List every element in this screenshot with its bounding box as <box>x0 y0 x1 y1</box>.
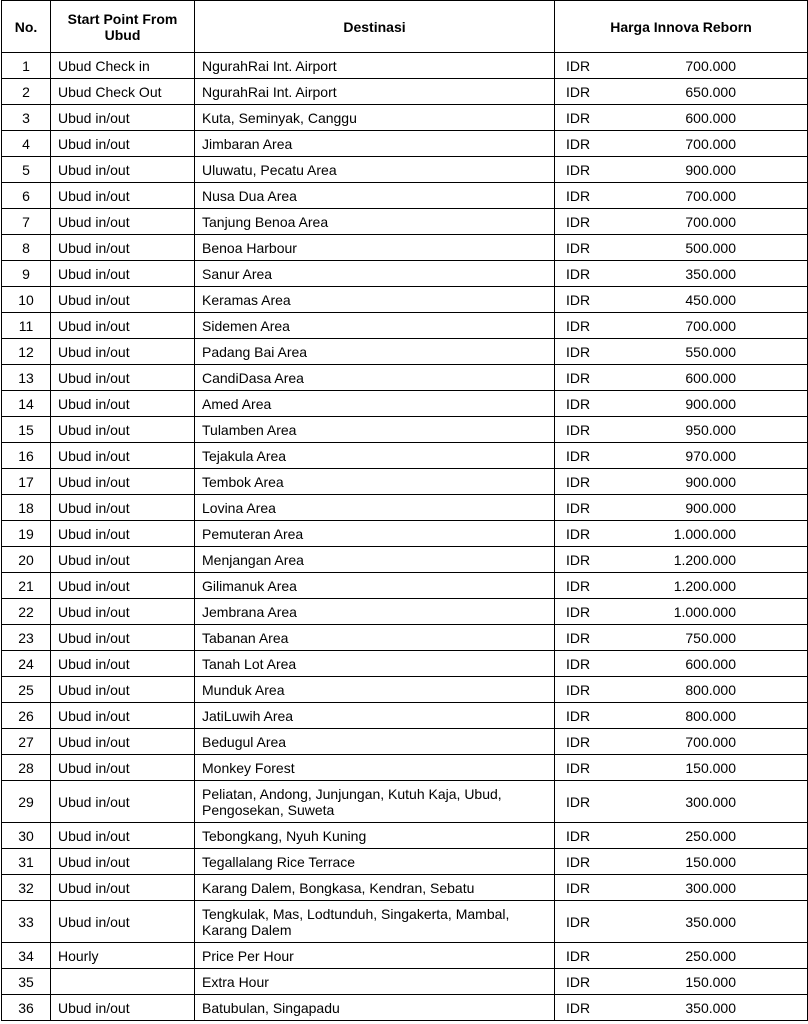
price-cell <box>555 651 808 677</box>
destination-cell: Tembok Area <box>195 469 555 495</box>
price-amount: 150.000 <box>685 759 736 776</box>
destination-cell: Pemuteran Area <box>195 521 555 547</box>
start-point-cell: Ubud in/out <box>51 995 195 1021</box>
price-cell <box>555 625 808 651</box>
price-amount: 650.000 <box>685 83 736 100</box>
destination-cell: CandiDasa Area <box>195 365 555 391</box>
destination-cell: Peliatan, Andong, Junjungan, Kutuh Kaja, Ubud, Pengosekan, Suweta <box>195 781 555 823</box>
table-row <box>2 875 808 901</box>
table-row <box>2 365 808 391</box>
price-amount: 950.000 <box>685 421 736 438</box>
price-amount: 150.000 <box>685 853 736 870</box>
table-row <box>2 943 808 969</box>
start-point-cell: Ubud in/out <box>51 599 195 625</box>
table-row <box>2 823 808 849</box>
price-amount: 1.200.000 <box>673 577 736 594</box>
price-cell <box>555 703 808 729</box>
destination-cell: Amed Area <box>195 391 555 417</box>
row-number: 19 <box>2 521 51 547</box>
destination-cell: Jembrana Area <box>195 599 555 625</box>
price-amount: 1.200.000 <box>673 551 736 568</box>
header-row <box>2 1 808 53</box>
table-row <box>2 157 808 183</box>
row-number: 20 <box>2 547 51 573</box>
currency-label: IDR <box>566 343 591 360</box>
start-point-cell: Ubud in/out <box>51 729 195 755</box>
destination-cell: NgurahRai Int. Airport <box>195 53 555 79</box>
destination-cell: Padang Bai Area <box>195 339 555 365</box>
start-point-cell: Ubud in/out <box>51 391 195 417</box>
start-point-cell: Ubud in/out <box>51 261 195 287</box>
price-cell <box>555 391 808 417</box>
currency-label: IDR <box>566 827 591 844</box>
currency-label: IDR <box>566 655 591 672</box>
currency-label: IDR <box>566 853 591 870</box>
row-number: 28 <box>2 755 51 781</box>
price-amount: 300.000 <box>685 793 736 810</box>
destination-cell: Sidemen Area <box>195 313 555 339</box>
price-amount: 700.000 <box>685 733 736 750</box>
currency-label: IDR <box>566 161 591 178</box>
currency-label: IDR <box>566 317 591 334</box>
destination-cell: Tegallalang Rice Terrace <box>195 849 555 875</box>
price-cell <box>555 521 808 547</box>
table-row <box>2 469 808 495</box>
row-number: 4 <box>2 131 51 157</box>
price-cell <box>555 469 808 495</box>
header-no: No. <box>2 1 51 53</box>
start-point-cell: Ubud in/out <box>51 209 195 235</box>
price-cell <box>555 183 808 209</box>
price-amount: 350.000 <box>685 913 736 930</box>
price-amount: 300.000 <box>685 879 736 896</box>
price-cell <box>555 677 808 703</box>
price-amount: 150.000 <box>685 973 736 990</box>
destination-cell: Tebongkang, Nyuh Kuning <box>195 823 555 849</box>
destination-cell: Tanjung Benoa Area <box>195 209 555 235</box>
header-destination: Destinasi <box>195 1 555 53</box>
currency-label: IDR <box>566 265 591 282</box>
table-row <box>2 339 808 365</box>
start-point-cell: Ubud in/out <box>51 781 195 823</box>
header-start-point: Start Point From Ubud <box>51 1 195 53</box>
price-amount: 700.000 <box>685 187 736 204</box>
currency-label: IDR <box>566 525 591 542</box>
start-point-cell: Hourly <box>51 943 195 969</box>
price-amount: 800.000 <box>685 707 736 724</box>
table-row <box>2 261 808 287</box>
price-amount: 1.000.000 <box>673 603 736 620</box>
row-number: 8 <box>2 235 51 261</box>
currency-label: IDR <box>566 213 591 230</box>
currency-label: IDR <box>566 577 591 594</box>
price-amount: 450.000 <box>685 291 736 308</box>
row-number: 22 <box>2 599 51 625</box>
destination-cell: Menjangan Area <box>195 547 555 573</box>
price-amount: 600.000 <box>685 109 736 126</box>
start-point-cell: Ubud Check Out <box>51 79 195 105</box>
row-number: 11 <box>2 313 51 339</box>
currency-label: IDR <box>566 947 591 964</box>
row-number: 33 <box>2 901 51 943</box>
price-amount: 250.000 <box>685 827 736 844</box>
currency-label: IDR <box>566 629 591 646</box>
destination-cell: Munduk Area <box>195 677 555 703</box>
currency-label: IDR <box>566 369 591 386</box>
row-number: 24 <box>2 651 51 677</box>
row-number: 5 <box>2 157 51 183</box>
table-row <box>2 209 808 235</box>
price-cell <box>555 339 808 365</box>
row-number: 1 <box>2 53 51 79</box>
row-number: 25 <box>2 677 51 703</box>
price-cell <box>555 495 808 521</box>
destination-cell: Tengkulak, Mas, Lodtunduh, Singakerta, Mambal, Karang Dalem <box>195 901 555 943</box>
price-cell <box>555 995 808 1021</box>
start-point-cell: Ubud in/out <box>51 469 195 495</box>
currency-label: IDR <box>566 395 591 412</box>
destination-cell: Price Per Hour <box>195 943 555 969</box>
start-point-cell <box>51 969 195 995</box>
currency-label: IDR <box>566 473 591 490</box>
table-row <box>2 79 808 105</box>
table-row <box>2 547 808 573</box>
row-number: 29 <box>2 781 51 823</box>
price-amount: 700.000 <box>685 317 736 334</box>
destination-cell: Tanah Lot Area <box>195 651 555 677</box>
destination-cell: Bedugul Area <box>195 729 555 755</box>
price-cell <box>555 365 808 391</box>
price-cell <box>555 729 808 755</box>
currency-label: IDR <box>566 109 591 126</box>
row-number: 36 <box>2 995 51 1021</box>
table-row <box>2 599 808 625</box>
currency-label: IDR <box>566 83 591 100</box>
start-point-cell: Ubud in/out <box>51 651 195 677</box>
table-row <box>2 131 808 157</box>
start-point-cell: Ubud in/out <box>51 313 195 339</box>
price-cell <box>555 573 808 599</box>
row-number: 31 <box>2 849 51 875</box>
table-row <box>2 729 808 755</box>
destination-cell: Uluwatu, Pecatu Area <box>195 157 555 183</box>
currency-label: IDR <box>566 499 591 516</box>
table-row <box>2 521 808 547</box>
table-row <box>2 105 808 131</box>
start-point-cell: Ubud in/out <box>51 235 195 261</box>
table-row <box>2 781 808 823</box>
start-point-cell: Ubud in/out <box>51 443 195 469</box>
table-row <box>2 625 808 651</box>
price-amount: 900.000 <box>685 499 736 516</box>
price-cell <box>555 875 808 901</box>
price-cell <box>555 157 808 183</box>
price-cell <box>555 901 808 943</box>
price-amount: 550.000 <box>685 343 736 360</box>
currency-label: IDR <box>566 733 591 750</box>
row-number: 12 <box>2 339 51 365</box>
currency-label: IDR <box>566 421 591 438</box>
destination-cell: Sanur Area <box>195 261 555 287</box>
currency-label: IDR <box>566 879 591 896</box>
table-row <box>2 703 808 729</box>
row-number: 18 <box>2 495 51 521</box>
price-amount: 600.000 <box>685 655 736 672</box>
price-amount: 600.000 <box>685 369 736 386</box>
price-amount: 700.000 <box>685 213 736 230</box>
table-row <box>2 53 808 79</box>
price-cell <box>555 209 808 235</box>
destination-cell: Jimbaran Area <box>195 131 555 157</box>
currency-label: IDR <box>566 551 591 568</box>
table-row <box>2 849 808 875</box>
destination-cell: Benoa Harbour <box>195 235 555 261</box>
table-row <box>2 901 808 943</box>
price-cell <box>555 131 808 157</box>
currency-label: IDR <box>566 57 591 74</box>
row-number: 15 <box>2 417 51 443</box>
price-cell <box>555 823 808 849</box>
table-row <box>2 287 808 313</box>
price-cell <box>555 53 808 79</box>
table-row <box>2 391 808 417</box>
price-amount: 1.000.000 <box>673 525 736 542</box>
price-amount: 750.000 <box>685 629 736 646</box>
start-point-cell: Ubud in/out <box>51 339 195 365</box>
row-number: 26 <box>2 703 51 729</box>
start-point-cell: Ubud in/out <box>51 703 195 729</box>
start-point-cell: Ubud in/out <box>51 875 195 901</box>
table-row <box>2 651 808 677</box>
price-amount: 700.000 <box>685 57 736 74</box>
price-cell <box>555 943 808 969</box>
table-row <box>2 443 808 469</box>
price-cell <box>555 287 808 313</box>
table-row <box>2 573 808 599</box>
table-row <box>2 235 808 261</box>
destination-cell: Batubulan, Singapadu <box>195 995 555 1021</box>
price-cell <box>555 849 808 875</box>
destination-cell: Karang Dalem, Bongkasa, Kendran, Sebatu <box>195 875 555 901</box>
price-cell <box>555 969 808 995</box>
row-number: 35 <box>2 969 51 995</box>
currency-label: IDR <box>566 999 591 1016</box>
start-point-cell: Ubud in/out <box>51 823 195 849</box>
currency-label: IDR <box>566 759 591 776</box>
currency-label: IDR <box>566 187 591 204</box>
row-number: 21 <box>2 573 51 599</box>
start-point-cell: Ubud in/out <box>51 521 195 547</box>
start-point-cell: Ubud in/out <box>51 849 195 875</box>
row-number: 14 <box>2 391 51 417</box>
currency-label: IDR <box>566 707 591 724</box>
price-amount: 250.000 <box>685 947 736 964</box>
start-point-cell: Ubud in/out <box>51 417 195 443</box>
table-row <box>2 417 808 443</box>
row-number: 13 <box>2 365 51 391</box>
table-row <box>2 677 808 703</box>
start-point-cell: Ubud in/out <box>51 183 195 209</box>
destination-cell: Kuta, Seminyak, Canggu <box>195 105 555 131</box>
price-cell <box>555 313 808 339</box>
destination-cell: Tulamben Area <box>195 417 555 443</box>
price-cell <box>555 105 808 131</box>
row-number: 10 <box>2 287 51 313</box>
row-number: 30 <box>2 823 51 849</box>
table-row <box>2 495 808 521</box>
table-row <box>2 313 808 339</box>
price-amount: 700.000 <box>685 135 736 152</box>
price-amount: 900.000 <box>685 161 736 178</box>
row-number: 7 <box>2 209 51 235</box>
start-point-cell: Ubud in/out <box>51 287 195 313</box>
header-price: Harga Innova Reborn <box>555 1 808 53</box>
row-number: 9 <box>2 261 51 287</box>
start-point-cell: Ubud in/out <box>51 105 195 131</box>
start-point-cell: Ubud in/out <box>51 901 195 943</box>
currency-label: IDR <box>566 603 591 620</box>
start-point-cell: Ubud in/out <box>51 365 195 391</box>
start-point-cell: Ubud in/out <box>51 495 195 521</box>
price-cell <box>555 261 808 287</box>
start-point-cell: Ubud in/out <box>51 131 195 157</box>
row-number: 27 <box>2 729 51 755</box>
row-number: 16 <box>2 443 51 469</box>
start-point-cell: Ubud in/out <box>51 573 195 599</box>
currency-label: IDR <box>566 135 591 152</box>
row-number: 17 <box>2 469 51 495</box>
row-number: 34 <box>2 943 51 969</box>
price-cell <box>555 547 808 573</box>
table-row <box>2 969 808 995</box>
price-amount: 350.000 <box>685 999 736 1016</box>
price-amount: 900.000 <box>685 395 736 412</box>
price-table <box>1 0 808 1021</box>
start-point-cell: Ubud in/out <box>51 157 195 183</box>
destination-cell: Keramas Area <box>195 287 555 313</box>
price-cell <box>555 599 808 625</box>
price-cell <box>555 443 808 469</box>
row-number: 3 <box>2 105 51 131</box>
price-amount: 900.000 <box>685 473 736 490</box>
destination-cell: NgurahRai Int. Airport <box>195 79 555 105</box>
table-row <box>2 183 808 209</box>
currency-label: IDR <box>566 239 591 256</box>
table-row <box>2 995 808 1021</box>
destination-cell: Monkey Forest <box>195 755 555 781</box>
row-number: 32 <box>2 875 51 901</box>
destination-cell: Tabanan Area <box>195 625 555 651</box>
start-point-cell: Ubud Check in <box>51 53 195 79</box>
price-amount: 800.000 <box>685 681 736 698</box>
price-cell <box>555 235 808 261</box>
currency-label: IDR <box>566 447 591 464</box>
destination-cell: Tejakula Area <box>195 443 555 469</box>
currency-label: IDR <box>566 681 591 698</box>
price-amount: 350.000 <box>685 265 736 282</box>
price-cell <box>555 755 808 781</box>
destination-cell: JatiLuwih Area <box>195 703 555 729</box>
currency-label: IDR <box>566 291 591 308</box>
destination-cell: Nusa Dua Area <box>195 183 555 209</box>
destination-cell: Gilimanuk Area <box>195 573 555 599</box>
start-point-cell: Ubud in/out <box>51 677 195 703</box>
row-number: 2 <box>2 79 51 105</box>
start-point-cell: Ubud in/out <box>51 755 195 781</box>
price-cell <box>555 79 808 105</box>
price-amount: 970.000 <box>685 447 736 464</box>
destination-cell: Lovina Area <box>195 495 555 521</box>
row-number: 23 <box>2 625 51 651</box>
currency-label: IDR <box>566 973 591 990</box>
table-row <box>2 755 808 781</box>
currency-label: IDR <box>566 913 591 930</box>
destination-cell: Extra Hour <box>195 969 555 995</box>
price-amount: 500.000 <box>685 239 736 256</box>
currency-label: IDR <box>566 793 591 810</box>
row-number: 6 <box>2 183 51 209</box>
start-point-cell: Ubud in/out <box>51 625 195 651</box>
table-body <box>2 53 808 1021</box>
price-cell <box>555 417 808 443</box>
start-point-cell: Ubud in/out <box>51 547 195 573</box>
price-cell <box>555 781 808 823</box>
